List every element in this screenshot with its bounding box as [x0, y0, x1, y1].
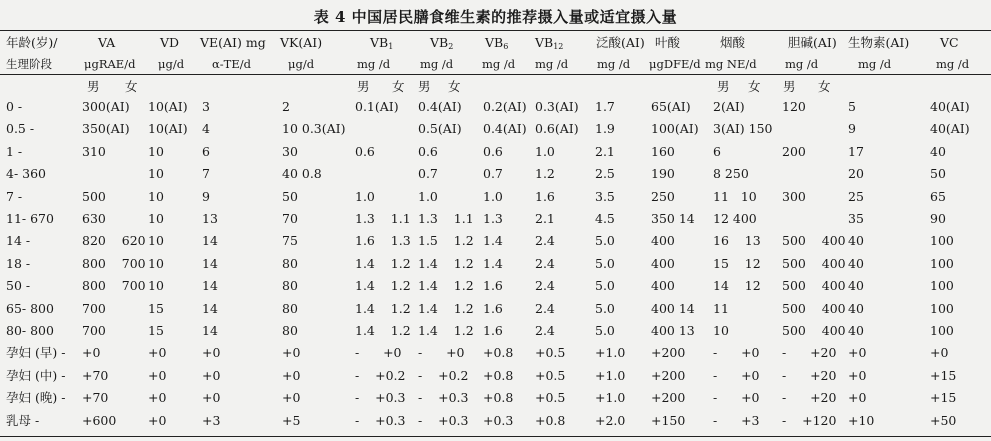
cell-pan: 5.0 [595, 278, 615, 294]
cell-ve: 14 [202, 278, 218, 294]
cell-nia: 12 400 [713, 211, 757, 226]
cell-vc: +15 [930, 390, 957, 406]
cell-va: 800 700 [82, 255, 146, 271]
cell-bio: 35 [848, 211, 864, 226]
cell-vb6: 1.3 [483, 211, 503, 226]
cell-vd: +0 [148, 412, 167, 428]
cell-nia: 11 10 [713, 188, 757, 204]
cell-fol: 65(AI) [651, 99, 691, 114]
header-pan: 泛酸(AI) [596, 35, 645, 50]
unit-cho: mg /d [785, 57, 819, 71]
sex-label-cho_f: 女 [818, 79, 831, 94]
cell-vc: 40 [930, 143, 946, 159]
row-label: 14 - [6, 233, 31, 249]
cell-cho: 500 400 [782, 233, 846, 249]
cell-va: +70 [82, 367, 109, 383]
cell-vk: 80 [282, 323, 298, 338]
cell-ve: +0 [202, 367, 221, 383]
header-va: VA [98, 35, 116, 50]
cell-vc: 100 [930, 233, 954, 249]
cell-va: 630 [82, 211, 106, 226]
cell-vb2: - +0.2 [418, 367, 469, 383]
unit-ve: α-TE/d [212, 57, 251, 71]
cell-cho: 500 400 [782, 255, 846, 271]
cell-vb12: 2.4 [535, 300, 555, 316]
header-vb6-subscript: 6 [503, 42, 509, 51]
cell-vb1: 1.6 1.3 [355, 233, 411, 249]
cell-vb6: 0.4(AI) [483, 121, 527, 137]
sex-label-nia_m: 男 [717, 79, 730, 94]
cell-cho: - +20 [782, 390, 837, 406]
unit-bio: mg /d [858, 57, 892, 71]
cell-cho: - +20 [782, 367, 837, 383]
cell-ve: 14 [202, 323, 218, 338]
cell-pan: +2.0 [595, 412, 626, 428]
cell-va: 300(AI) [82, 99, 130, 114]
header-vb6: $VB_6$ [485, 35, 509, 51]
cell-vb2: 0.5(AI) [418, 121, 462, 137]
cell-vk: 80 [282, 278, 298, 294]
cell-vb12: 1.0 [535, 143, 555, 159]
cell-vb6: 1.6 [483, 323, 503, 338]
cell-bio: 40 [848, 233, 864, 249]
cell-va: 700 [82, 323, 106, 338]
cell-fol: 160 [651, 143, 675, 159]
cell-fol: 250 [651, 188, 675, 204]
cell-fol: +200 [651, 367, 686, 383]
cell-pan: 4.5 [595, 211, 615, 226]
row-label: 4- 360 [6, 166, 47, 182]
cell-vb2: 1.4 1.2 [418, 278, 474, 294]
unit-vd: μg/d [158, 57, 185, 71]
cell-vb12: 2.4 [535, 233, 555, 249]
cell-vb12: +0.5 [535, 390, 566, 406]
cell-vk: +0 [282, 390, 301, 406]
cell-fol: 400 [651, 255, 675, 271]
top-rule [0, 30, 991, 31]
cell-vb6: +0.3 [483, 412, 514, 428]
cell-bio: +0 [848, 367, 867, 383]
cell-vk: 50 [282, 188, 298, 204]
cell-ve: +0 [202, 345, 221, 361]
row-label: 65- 800 [6, 300, 54, 316]
sex-label-vb1_m: 男 [357, 79, 370, 94]
cell-vb6: 1.6 [483, 278, 503, 294]
cell-vb6: 1.6 [483, 300, 503, 316]
cell-ve: 7 [202, 166, 210, 182]
cell-vd: 15 [148, 300, 164, 316]
cell-vb2: - +0.3 [418, 412, 469, 428]
cell-vb6: 1.4 [483, 233, 503, 249]
cell-ve: 14 [202, 300, 218, 316]
cell-vb2: 0.6 [418, 143, 438, 159]
cell-vb1: - +0.3 [355, 412, 406, 428]
cell-vb6: +0.8 [483, 367, 514, 383]
cell-bio: +0 [848, 390, 867, 406]
cell-vk: 75 [282, 233, 298, 249]
sex-label-nia_f: 女 [748, 79, 761, 94]
cell-bio: 17 [848, 143, 864, 159]
cell-vc: 50 [930, 166, 946, 182]
cell-vb12: +0.5 [535, 345, 566, 361]
cell-vb2: - +0 [418, 345, 465, 361]
cell-fol: 190 [651, 166, 675, 182]
row-label: 乳母 - [6, 412, 40, 428]
cell-pan: 2.1 [595, 143, 615, 159]
cell-vc: 40(AI) [930, 121, 970, 137]
cell-vk: +5 [282, 412, 301, 428]
cell-bio: 40 [848, 323, 864, 338]
cell-va: 700 [82, 300, 106, 316]
cell-vb2: 0.4(AI) [418, 99, 462, 114]
sex-label-vb1_f: 女 [392, 79, 405, 94]
sex-label-va_m: 男 [87, 79, 100, 94]
cell-vb2: 0.7 [418, 166, 438, 182]
cell-bio: 9 [848, 121, 856, 137]
unit-nia: mg NE/d [705, 57, 757, 71]
row-label: 0.5 - [6, 121, 35, 137]
unit-vb6: mg /d [482, 57, 516, 71]
cell-vk: 30 [282, 143, 298, 159]
unit-pan: mg /d [597, 57, 631, 71]
cell-vc: +50 [930, 412, 957, 428]
cell-vb12: 2.4 [535, 255, 555, 271]
cell-vb6: 0.2(AI) [483, 99, 527, 114]
cell-vb1: 0.1(AI) [355, 99, 399, 114]
table-title: 表 4 中国居民膳食维生素的推荐摄入量或适宜摄入量 [313, 8, 678, 26]
row-label: 11- 670 [6, 211, 54, 226]
cell-va: 820 620 [82, 233, 146, 249]
unit-fol: μgDFE/d [649, 57, 701, 71]
cell-fol: +150 [651, 412, 686, 428]
cell-ve: +3 [202, 412, 221, 428]
cell-vd: +0 [148, 345, 167, 361]
cell-nia: 8 250 [713, 166, 749, 182]
cell-vb1: 0.6 [355, 143, 375, 159]
cell-vb12: 1.6 [535, 188, 555, 204]
cell-vb1: 1.4 1.2 [355, 278, 411, 294]
row-label: 0 - [6, 99, 23, 114]
cell-bio: +10 [848, 412, 875, 428]
cell-vb6: 0.6 [483, 143, 503, 159]
cell-cho: 120 [782, 99, 806, 114]
cell-vb1: - +0 [355, 345, 402, 361]
row-label: 50 - [6, 278, 31, 294]
cell-cho: - +120 [782, 412, 837, 428]
cell-cho: 200 [782, 143, 806, 159]
cell-nia: 6 [713, 143, 721, 159]
cell-va: 500 [82, 188, 106, 204]
cell-vk: 40 0.8 [282, 166, 322, 182]
cell-vc: 90 [930, 211, 946, 226]
cell-bio: 40 [848, 300, 864, 316]
cell-pan: 5.0 [595, 233, 615, 249]
row-label: 1 - [6, 143, 23, 159]
cell-vd: 10(AI) [148, 121, 188, 137]
cell-pan: +1.0 [595, 345, 626, 361]
header-vk: VK(AI) [280, 35, 323, 50]
header-age: 年龄(岁)/ [6, 35, 58, 50]
cell-bio: 40 [848, 255, 864, 271]
cell-vd: 10 [148, 278, 164, 294]
cell-fol: 100(AI) [651, 121, 699, 137]
cell-pan: 5.0 [595, 300, 615, 316]
sex-label-va_f: 女 [125, 79, 138, 94]
cell-vk: +0 [282, 345, 301, 361]
cell-vb1: 1.0 [355, 188, 375, 204]
cell-vd: 10(AI) [148, 99, 188, 114]
row-label: 18 - [6, 255, 31, 271]
cell-bio: +0 [848, 345, 867, 361]
cell-nia: 3(AI) 150 [713, 121, 773, 137]
cell-vd: 15 [148, 323, 164, 338]
cell-ve: 6 [202, 143, 210, 159]
cell-nia: 16 13 [713, 233, 761, 249]
cell-vc: 65 [930, 188, 946, 204]
header-vb1-subscript: 1 [388, 42, 394, 51]
cell-vb6: 1.0 [483, 188, 503, 204]
cell-fol: 350 14 [651, 211, 695, 226]
row-label: 7 - [6, 188, 23, 204]
cell-ve: 14 [202, 233, 218, 249]
cell-cho: 500 400 [782, 300, 846, 316]
cell-vb1: 1.3 1.1 [355, 211, 411, 226]
header-vb12: $VB_{12}$ [535, 35, 564, 51]
cell-vc: 40(AI) [930, 99, 970, 114]
header-nia: 烟酸 [720, 35, 746, 50]
sex-label-cho_m: 男 [783, 79, 796, 94]
cell-vd: +0 [148, 367, 167, 383]
header-bio: 生物素(AI) [848, 35, 910, 50]
row-label: 孕妇 (晚) - [6, 390, 66, 406]
cell-cho: - +20 [782, 345, 837, 361]
cell-va: 310 [82, 143, 106, 159]
unit-vb1: mg /d [357, 57, 391, 71]
cell-fol: 400 14 [651, 300, 695, 316]
cell-va: 350(AI) [82, 121, 130, 137]
cell-nia: - +0 [713, 367, 760, 383]
cell-vc: +15 [930, 367, 957, 383]
header-rule [0, 74, 991, 75]
sex-label-vb2_f: 女 [448, 79, 461, 94]
cell-vb2: 1.4 1.2 [418, 255, 474, 271]
cell-bio: 40 [848, 278, 864, 294]
cell-vc: 100 [930, 255, 954, 271]
cell-pan: 3.5 [595, 188, 615, 204]
cell-ve: 13 [202, 211, 218, 226]
cell-vd: 10 [148, 188, 164, 204]
unit-vb12: mg /d [535, 57, 569, 71]
cell-vb6: 0.7 [483, 166, 503, 182]
cell-pan: +1.0 [595, 390, 626, 406]
cell-va: +70 [82, 390, 109, 406]
cell-vb2: 1.4 1.2 [418, 300, 474, 316]
cell-pan: 5.0 [595, 323, 615, 338]
row-label: 孕妇 (中) - [6, 367, 66, 383]
unit-vc: mg /d [936, 57, 970, 71]
cell-vb1: 1.4 1.2 [355, 255, 411, 271]
cell-nia: 10 [713, 323, 729, 338]
cell-vk: +0 [282, 367, 301, 383]
cell-ve: 3 [202, 99, 210, 114]
cell-vb2: 1.3 1.1 [418, 211, 474, 226]
cell-vb6: +0.8 [483, 345, 514, 361]
cell-fol: 400 [651, 278, 675, 294]
cell-ve: +0 [202, 390, 221, 406]
header-ve: VE(AI) mg [200, 35, 266, 50]
row-label: 80- 800 [6, 323, 54, 338]
cell-vb12: 1.2 [535, 166, 555, 182]
header-fol: 叶酸 [655, 35, 681, 50]
cell-vb12: 2.4 [535, 323, 555, 338]
cell-va: +600 [82, 412, 117, 428]
cell-nia: - +3 [713, 412, 760, 428]
cell-vb1: 1.4 1.2 [355, 300, 411, 316]
cell-vb1: 1.4 1.2 [355, 323, 411, 338]
cell-pan: 1.7 [595, 99, 615, 114]
cell-ve: 9 [202, 188, 210, 204]
cell-pan: 1.9 [595, 121, 615, 137]
cell-fol: 400 13 [651, 323, 695, 338]
cell-vb6: 1.4 [483, 255, 503, 271]
cell-va: +0 [82, 345, 101, 361]
cell-bio: 5 [848, 99, 856, 114]
cell-vk: 80 [282, 300, 298, 316]
header-vb2: $VB_2$ [430, 35, 454, 51]
cell-vd: +0 [148, 390, 167, 406]
cell-vb2: 1.0 [418, 188, 438, 204]
cell-vd: 10 [148, 143, 164, 159]
cell-vc: 100 [930, 278, 954, 294]
row-label: 孕妇 (早) - [6, 345, 66, 361]
bottom-rule [0, 436, 991, 437]
cell-vb2: 1.5 1.2 [418, 233, 474, 249]
cell-nia: - +0 [713, 345, 760, 361]
cell-vb12: 0.3(AI) [535, 99, 579, 114]
cell-vc: 100 [930, 300, 954, 316]
cell-fol: 400 [651, 233, 675, 249]
cell-nia: 14 12 [713, 278, 761, 294]
header-vb1: $VB_1$ [370, 35, 394, 51]
cell-cho: 300 [782, 188, 806, 204]
cell-vb12: +0.8 [535, 412, 566, 428]
sex-label-vb2_m: 男 [418, 79, 431, 94]
unit-va: μgRAE/d [84, 57, 136, 71]
cell-cho: 500 400 [782, 278, 846, 294]
cell-nia: 2(AI) [713, 99, 745, 114]
header-vc: VC [940, 35, 959, 50]
cell-vd: 10 [148, 166, 164, 182]
cell-vb12: 2.4 [535, 278, 555, 294]
cell-vk: 10 0.3(AI) [282, 121, 346, 137]
cell-pan: 2.5 [595, 166, 615, 182]
cell-nia: 11 [713, 300, 729, 316]
cell-vk: 2 [282, 99, 290, 114]
cell-ve: 4 [202, 121, 210, 137]
cell-pan: 5.0 [595, 255, 615, 271]
cell-vd: 10 [148, 255, 164, 271]
cell-fol: +200 [651, 390, 686, 406]
cell-nia: 15 12 [713, 255, 761, 271]
cell-vb6: +0.8 [483, 390, 514, 406]
cell-vc: 100 [930, 323, 954, 338]
cell-vb2: - +0.3 [418, 390, 469, 406]
cell-vk: 70 [282, 211, 298, 226]
unit-age: 生理阶段 [6, 57, 52, 71]
cell-vc: +0 [930, 345, 949, 361]
cell-va: 800 700 [82, 278, 146, 294]
unit-vb2: mg /d [420, 57, 454, 71]
cell-vk: 80 [282, 255, 298, 271]
cell-bio: 20 [848, 166, 864, 182]
header-vb2-subscript: 2 [448, 42, 454, 51]
unit-vk: μg/d [288, 57, 315, 71]
cell-vb12: +0.5 [535, 367, 566, 383]
cell-vb12: 0.6(AI) [535, 121, 579, 137]
cell-vb12: 2.1 [535, 211, 555, 226]
cell-pan: +1.0 [595, 367, 626, 383]
header-vd: VD [160, 35, 180, 50]
cell-vb1: - +0.2 [355, 367, 406, 383]
cell-vd: 10 [148, 233, 164, 249]
cell-vb1: - +0.3 [355, 390, 406, 406]
cell-vb2: 1.4 1.2 [418, 323, 474, 338]
cell-ve: 14 [202, 255, 218, 271]
header-vb12-subscript: 12 [553, 42, 564, 51]
header-cho: 胆碱(AI) [788, 35, 837, 50]
cell-vd: 10 [148, 211, 164, 226]
cell-bio: 25 [848, 188, 864, 204]
cell-fol: +200 [651, 345, 686, 361]
cell-nia: - +0 [713, 390, 760, 406]
cell-cho: 500 400 [782, 323, 846, 338]
